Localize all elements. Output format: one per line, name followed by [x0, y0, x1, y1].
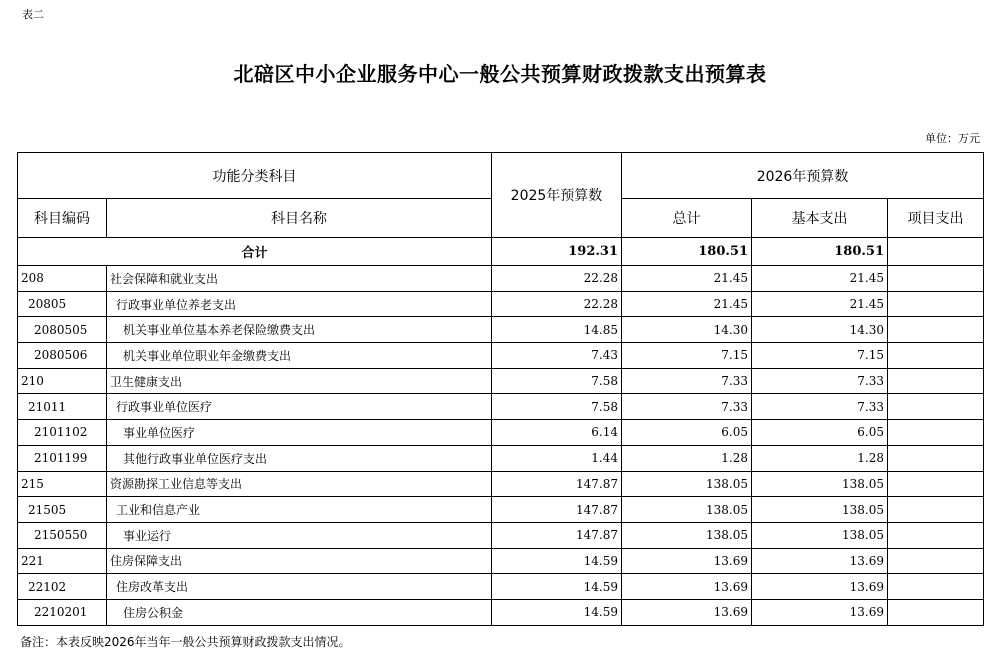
row-code: 210: [18, 368, 107, 394]
table-row: [18, 291, 984, 317]
row-2026-total: 13.69: [622, 574, 752, 600]
header-total: 总计: [622, 199, 752, 238]
row-2026-basic: 138.05: [752, 522, 888, 548]
row-budget-2025: 7.58: [492, 368, 622, 394]
row-name: 卫生健康支出: [107, 368, 492, 394]
row-code: 215: [18, 471, 107, 497]
unit-label: 单位：万元: [925, 132, 980, 145]
row-name: 工业和信息产业: [107, 497, 492, 523]
row-2026-total: 13.69: [622, 599, 752, 625]
table-row: [18, 368, 984, 394]
header-project: 项目支出: [888, 199, 984, 238]
footnote: 备注：本表反映2026年当年一般公共预算财政拨款支出情况。: [20, 635, 351, 649]
table-row: [18, 394, 984, 420]
row-2026-project: [888, 522, 984, 548]
row-name: 住房改革支出: [107, 574, 492, 600]
row-budget-2025: 7.43: [492, 343, 622, 369]
page-title: 北碚区中小企业服务中心一般公共预算财政拨款支出预算表: [233, 62, 767, 86]
row-2026-basic: 13.69: [752, 599, 888, 625]
row-2026-total: 1.28: [622, 445, 752, 471]
row-2026-total: 14.30: [622, 317, 752, 343]
row-2026-project: [888, 317, 984, 343]
row-name: 资源勘探工业信息等支出: [107, 471, 492, 497]
table-tag: 表二: [22, 8, 44, 21]
table-row: [18, 317, 984, 343]
row-2026-project: [888, 445, 984, 471]
row-2026-basic: 21.45: [752, 291, 888, 317]
row-2026-total: 138.05: [622, 497, 752, 523]
row-2026-basic: 21.45: [752, 266, 888, 292]
row-name: 行政事业单位养老支出: [107, 291, 492, 317]
row-budget-2025: 14.85: [492, 317, 622, 343]
row-2026-project: [888, 548, 984, 574]
row-2026-basic: 14.30: [752, 317, 888, 343]
row-name: 事业单位医疗: [107, 420, 492, 446]
table-row: [18, 522, 984, 548]
row-2026-project: [888, 574, 984, 600]
row-2026-total: 6.05: [622, 420, 752, 446]
row-code: 208: [18, 266, 107, 292]
row-code: 20805: [18, 291, 107, 317]
table-row: [18, 471, 984, 497]
row-name: 机关事业单位职业年金缴费支出: [107, 343, 492, 369]
row-2026-total: 138.05: [622, 522, 752, 548]
row-2026-basic: 138.05: [752, 471, 888, 497]
row-2026-basic: 13.69: [752, 574, 888, 600]
row-code: 2101199: [18, 445, 107, 471]
header-code: 科目编码: [18, 199, 107, 238]
row-2026-total: 7.33: [622, 394, 752, 420]
row-code: 21011: [18, 394, 107, 420]
total-2026-total: 180.51: [622, 238, 752, 266]
row-2026-project: [888, 394, 984, 420]
row-2026-basic: 7.15: [752, 343, 888, 369]
row-name: 事业运行: [107, 522, 492, 548]
row-code: 22102: [18, 574, 107, 600]
row-name: 机关事业单位基本养老保险缴费支出: [107, 317, 492, 343]
table-row: [18, 599, 984, 625]
total-label: 合计: [18, 238, 492, 266]
row-code: 2150550: [18, 522, 107, 548]
table-row: [18, 497, 984, 523]
table-row: [18, 445, 984, 471]
row-2026-project: [888, 420, 984, 446]
row-name: 行政事业单位医疗: [107, 394, 492, 420]
row-2026-basic: 7.33: [752, 368, 888, 394]
row-budget-2025: 14.59: [492, 599, 622, 625]
row-name: 住房公积金: [107, 599, 492, 625]
table-row: [18, 574, 984, 600]
header-category: 功能分类科目: [18, 153, 492, 199]
header-name: 科目名称: [107, 199, 492, 238]
row-code: 221: [18, 548, 107, 574]
total-2026-project: [888, 238, 984, 266]
row-code: 2080506: [18, 343, 107, 369]
row-2026-basic: 1.28: [752, 445, 888, 471]
row-code: 21505: [18, 497, 107, 523]
row-budget-2025: 147.87: [492, 497, 622, 523]
total-2026-basic: 180.51: [752, 238, 888, 266]
row-budget-2025: 14.59: [492, 548, 622, 574]
table-body: [18, 238, 984, 626]
row-budget-2025: 22.28: [492, 266, 622, 292]
total-2025: 192.31: [492, 238, 622, 266]
table-row: [18, 420, 984, 446]
table-row: [18, 266, 984, 292]
row-2026-total: 138.05: [622, 471, 752, 497]
row-budget-2025: 14.59: [492, 574, 622, 600]
row-2026-project: [888, 368, 984, 394]
budget-table: [17, 152, 984, 626]
row-name: 住房保障支出: [107, 548, 492, 574]
row-2026-total: 7.15: [622, 343, 752, 369]
row-2026-basic: 6.05: [752, 420, 888, 446]
row-budget-2025: 1.44: [492, 445, 622, 471]
row-2026-project: [888, 343, 984, 369]
row-2026-total: 21.45: [622, 291, 752, 317]
header-budget-2025: 2025年预算数: [492, 153, 622, 238]
row-budget-2025: 7.58: [492, 394, 622, 420]
row-2026-project: [888, 599, 984, 625]
row-2026-basic: 7.33: [752, 394, 888, 420]
row-2026-total: 21.45: [622, 266, 752, 292]
table-row: [18, 548, 984, 574]
row-budget-2025: 22.28: [492, 291, 622, 317]
row-code: 2101102: [18, 420, 107, 446]
row-2026-project: [888, 266, 984, 292]
row-2026-total: 7.33: [622, 368, 752, 394]
header-basic: 基本支出: [752, 199, 888, 238]
row-name: 其他行政事业单位医疗支出: [107, 445, 492, 471]
header-budget-2026: 2026年预算数: [622, 153, 984, 199]
row-2026-project: [888, 291, 984, 317]
row-2026-total: 13.69: [622, 548, 752, 574]
row-2026-project: [888, 471, 984, 497]
row-budget-2025: 147.87: [492, 522, 622, 548]
table-row: [18, 343, 984, 369]
row-2026-basic: 138.05: [752, 497, 888, 523]
row-code: 2080505: [18, 317, 107, 343]
row-name: 社会保障和就业支出: [107, 266, 492, 292]
row-code: 2210201: [18, 599, 107, 625]
row-2026-project: [888, 497, 984, 523]
row-budget-2025: 147.87: [492, 471, 622, 497]
header-row-top: [18, 153, 984, 199]
row-budget-2025: 6.14: [492, 420, 622, 446]
total-row: [18, 238, 984, 266]
row-2026-basic: 13.69: [752, 548, 888, 574]
